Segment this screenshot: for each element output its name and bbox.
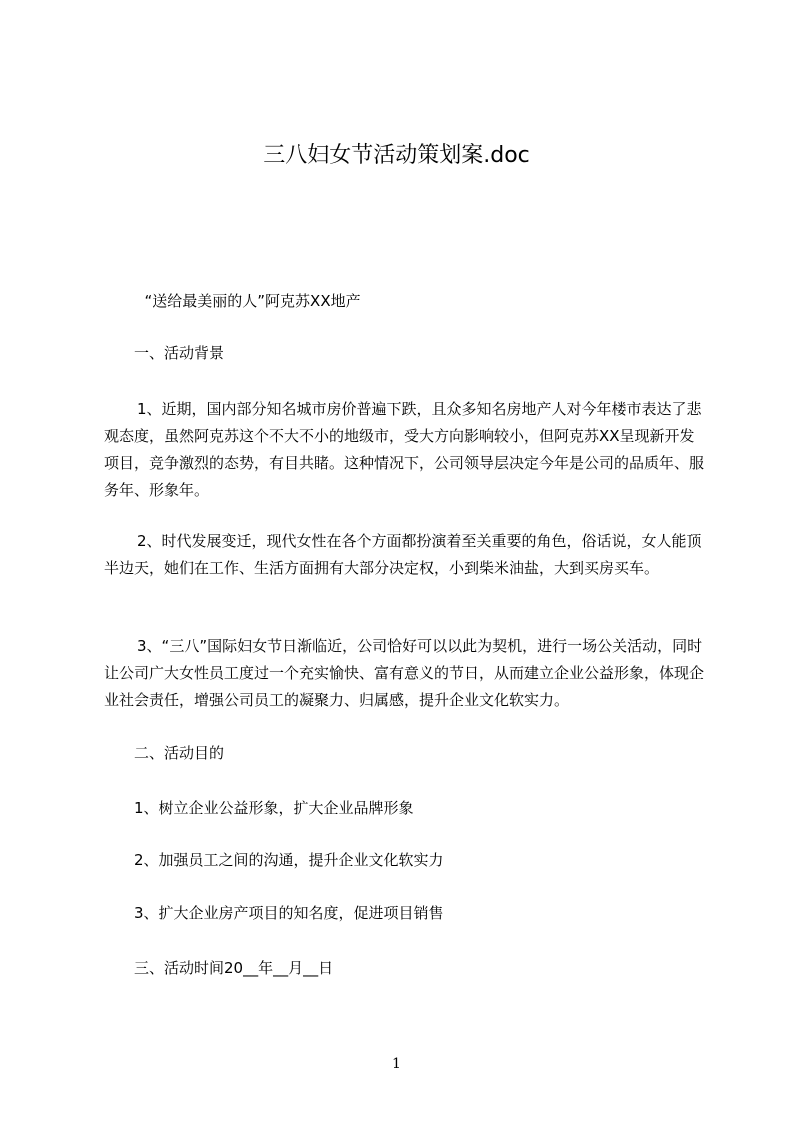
section-heading-background: 一、活动背景 bbox=[134, 344, 225, 362]
purpose-item-1: 1、树立企业公益形象，扩大企业品牌形象 bbox=[134, 799, 414, 817]
background-item-1: 1、近期，国内部分知名城市房价普遍下跌，且众多知名房地产人对今年楼市表达了悲观态度，虽然阿克苏这个不大不小的地级市，受大方向影响较小，但阿克苏XX呈现新开发项目，竞争激烈的态势，有目共睹。这种情况下，公司领导层决定今年是公司的品质年、服务年、形象年。 bbox=[104, 400, 705, 499]
section-heading-purpose: 二、活动目的 bbox=[134, 744, 225, 762]
section-heading-time: 三、活动时间20__年__月__日 bbox=[134, 959, 334, 977]
purpose-item-3: 3、扩大企业房产项目的知名度，促进项目销售 bbox=[134, 904, 444, 922]
purpose-item-2: 2、加强员工之间的沟通，提升企业文化软实力 bbox=[134, 851, 444, 869]
document-title: 三八妇女节活动策划案.doc bbox=[263, 143, 530, 168]
page-number: 1 bbox=[392, 1056, 401, 1072]
background-item-2: 2、时代发展变迁，现代女性在各个方面都扮演着至关重要的角色，俗话说，女人能顶半边天，她们在工作、生活方面拥有大部分决定权，小到柴米油盐，大到买房买车。 bbox=[104, 532, 702, 577]
subtitle-paragraph: “送给最美丽的人”阿克苏XX地产 bbox=[144, 292, 361, 310]
background-item-3: 3、“三八”国际妇女节日渐临近，公司恰好可以以此为契机，进行一场公关活动，同时让公司广大女性员工度过一个充实愉快、富有意义的节日，从而建立企业公益形象，体现企业社会责任，增强公司员工的凝聚力、归属感，提升企业文化软实力。 bbox=[104, 637, 705, 709]
